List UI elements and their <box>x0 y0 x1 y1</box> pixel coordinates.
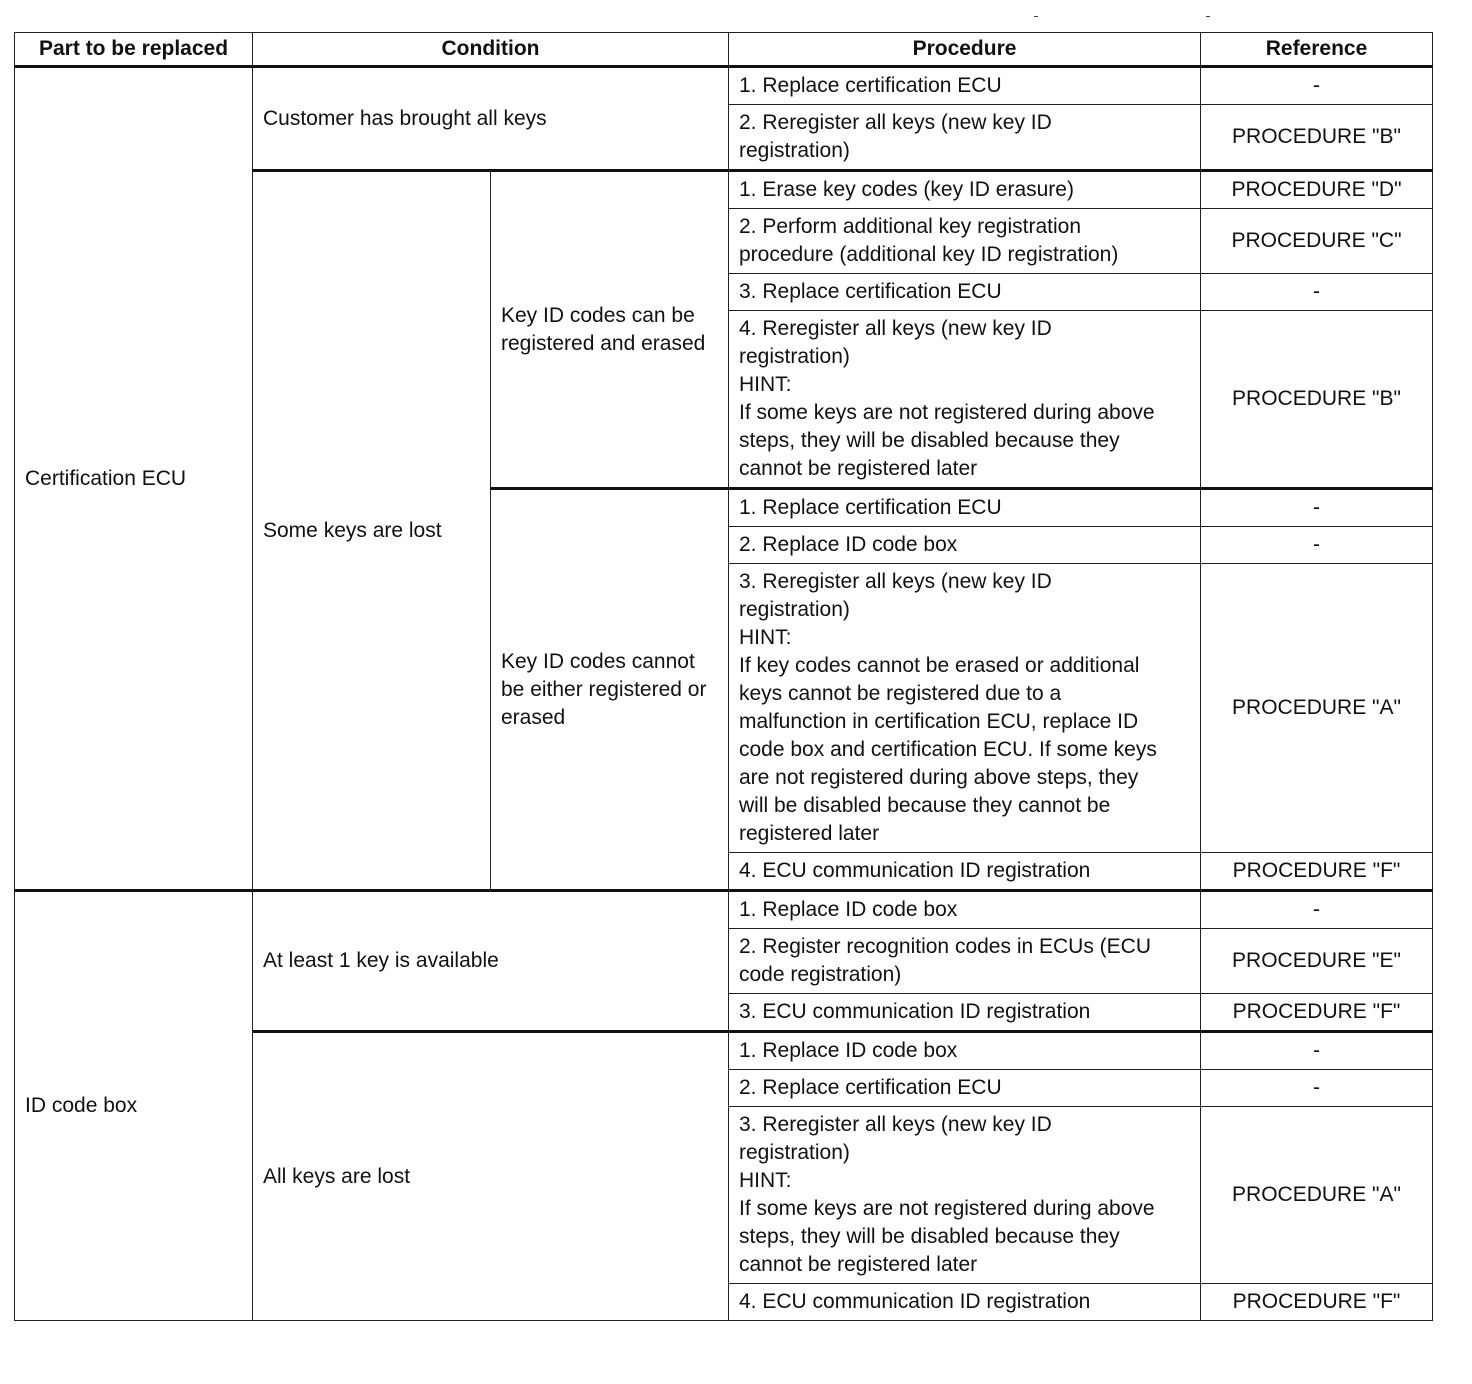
procedure-cell: 2. Register recognition codes in ECUs (ECU code registration) <box>729 929 1201 994</box>
procedure-cell: 1. Replace ID code box <box>729 1032 1201 1070</box>
reference-cell: - <box>1201 67 1433 105</box>
reference-cell: PROCEDURE "C" <box>1201 209 1433 274</box>
procedure-cell: 1. Replace ID code box <box>729 891 1201 929</box>
reference-cell: - <box>1201 891 1433 929</box>
procedure-cell: 1. Erase key codes (key ID erasure) <box>729 171 1201 209</box>
procedure-cell: 3. ECU communication ID registration <box>729 994 1201 1032</box>
scan-mark-right <box>1206 16 1210 17</box>
condition-cell: At least 1 key is available <box>253 891 729 1032</box>
procedure-cell: 2. Replace certification ECU <box>729 1070 1201 1107</box>
reference-cell: PROCEDURE "F" <box>1201 994 1433 1032</box>
part-cell: ID code box <box>15 891 253 1321</box>
reference-cell: PROCEDURE "A" <box>1201 1107 1433 1284</box>
condition-cell: Some keys are lost <box>253 171 491 891</box>
procedure-cell: 3. Reregister all keys (new key ID registration) HINT: If key codes cannot be erased or additional keys cannot be registered due to a malfunction in certification ECU, replace ID code box and certification ECU. If some keys are not registered during above steps, they will be disabled because they cannot be registered later <box>729 564 1201 853</box>
reference-cell: PROCEDURE "B" <box>1201 311 1433 489</box>
sub-condition-cell: Key ID codes can be registered and erased <box>491 171 729 489</box>
sub-condition-cell: Key ID codes cannot be either registered or erased <box>491 489 729 891</box>
table-row <box>15 67 1433 105</box>
reference-cell: PROCEDURE "B" <box>1201 105 1433 171</box>
reference-cell: PROCEDURE "D" <box>1201 171 1433 209</box>
reference-cell: - <box>1201 1070 1433 1107</box>
header-procedure: Procedure <box>729 33 1201 67</box>
key-replacement-table <box>14 32 1433 1321</box>
procedure-cell: 2. Perform additional key registration procedure (additional key ID registration) <box>729 209 1201 274</box>
reference-cell: PROCEDURE "F" <box>1201 853 1433 891</box>
header-reference: Reference <box>1201 33 1433 67</box>
procedure-cell: 2. Reregister all keys (new key ID registration) <box>729 105 1201 171</box>
reference-cell: PROCEDURE "E" <box>1201 929 1433 994</box>
header-row <box>15 33 1433 67</box>
condition-cell: All keys are lost <box>253 1032 729 1321</box>
procedure-cell: 4. Reregister all keys (new key ID registration) HINT: If some keys are not registered during above steps, they will be disabled because they cannot be registered later <box>729 311 1201 489</box>
table-row <box>15 891 1433 929</box>
procedure-cell: 3. Reregister all keys (new key ID registration) HINT: If some keys are not registered during above steps, they will be disabled because they cannot be registered later <box>729 1107 1201 1284</box>
reference-cell: PROCEDURE "F" <box>1201 1284 1433 1321</box>
reference-cell: - <box>1201 274 1433 311</box>
reference-cell: - <box>1201 1032 1433 1070</box>
procedure-cell: 4. ECU communication ID registration <box>729 853 1201 891</box>
procedure-cell: 1. Replace certification ECU <box>729 489 1201 527</box>
scan-mark-left <box>1034 16 1038 17</box>
procedure-cell: 4. ECU communication ID registration <box>729 1284 1201 1321</box>
procedure-cell: 2. Replace ID code box <box>729 527 1201 564</box>
reference-cell: - <box>1201 489 1433 527</box>
header-part: Part to be replaced <box>15 33 253 67</box>
reference-cell: PROCEDURE "A" <box>1201 564 1433 853</box>
procedure-cell: 1. Replace certification ECU <box>729 67 1201 105</box>
condition-cell: Customer has brought all keys <box>253 67 729 171</box>
part-cell: Certification ECU <box>15 67 253 891</box>
header-condition: Condition <box>253 33 729 67</box>
reference-cell: - <box>1201 527 1433 564</box>
procedure-cell: 3. Replace certification ECU <box>729 274 1201 311</box>
